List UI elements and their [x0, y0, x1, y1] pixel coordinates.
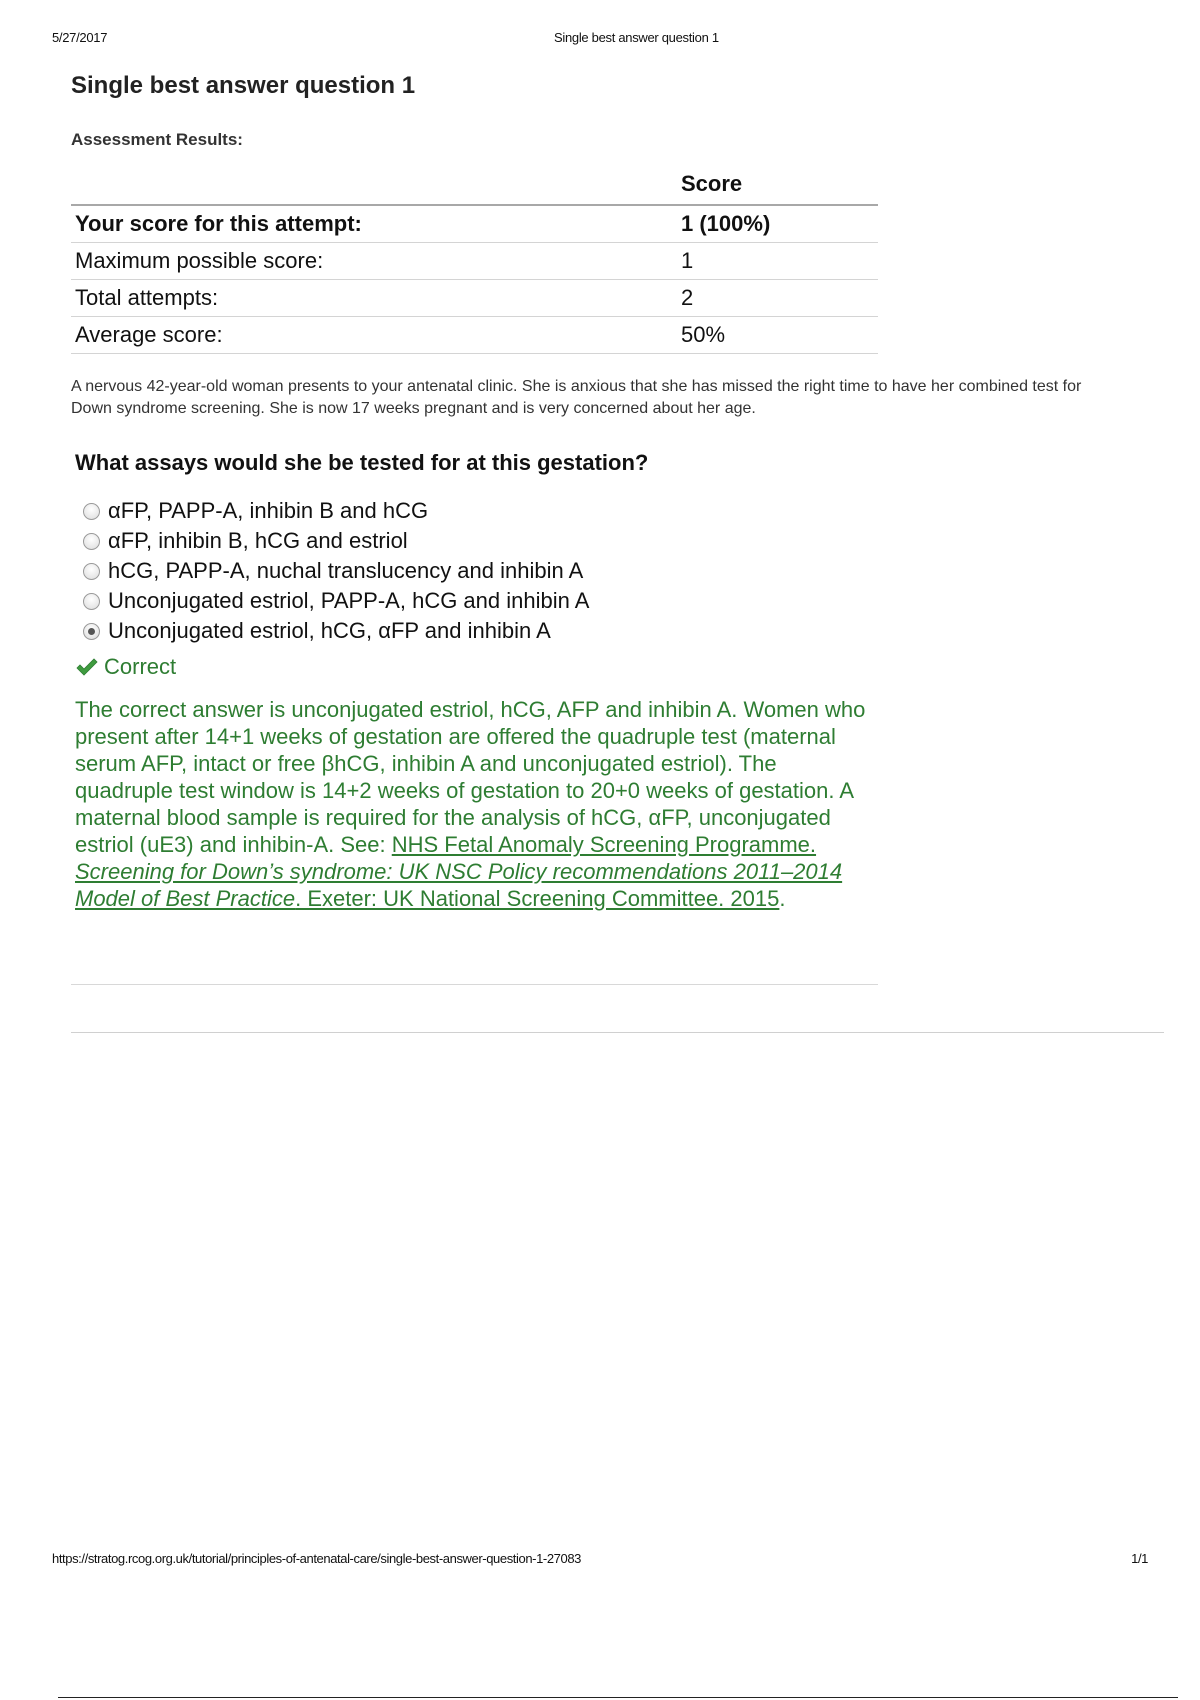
radio-button[interactable] [83, 593, 100, 610]
table-row [71, 280, 878, 317]
answer-option-label: Unconjugated estriol, hCG, αFP and inhibin A [108, 618, 551, 643]
question-stem: A nervous 42-year-old woman presents to your antenatal clinic. She is anxious that she has missed the right time to have her combined test for Down syndrome screening. She is now 17 weeks pregnant and is very concerned about her age. [71, 378, 1082, 417]
print-url: https://stratog.rcog.org.uk/tutorial/principles-of-antenatal-care/single-best-answer-question-1-27083 [52, 1551, 582, 1566]
score-row-label: Total attempts: [71, 280, 681, 317]
reference-author: NHS Fetal Anomaly Screening Programme. [391, 832, 817, 857]
table-row [71, 317, 878, 354]
result-label: Correct [104, 654, 177, 679]
print-footer [52, 1551, 1148, 1571]
answer-option[interactable] [83, 526, 1171, 556]
score-table-empty-header [71, 170, 681, 205]
result-status [71, 654, 1171, 680]
radio-button[interactable] [83, 563, 100, 580]
page-title: Single best answer question 1 [71, 72, 416, 99]
checkmark-icon [76, 658, 98, 676]
answer-options [71, 496, 1171, 646]
score-row-label: Average score: [71, 317, 681, 354]
radio-button[interactable] [83, 503, 100, 520]
score-row-value: 50% [681, 317, 878, 354]
answer-option[interactable] [83, 496, 1171, 526]
score-table [71, 170, 878, 354]
question-text: What assays would she be tested for at this gestation? [75, 450, 649, 475]
reference-prefix: See: [340, 832, 392, 857]
score-table-header-row [71, 170, 878, 205]
answer-option-selected[interactable] [83, 616, 1171, 646]
page-divider [71, 1032, 1164, 1033]
score-row-value: 1 [681, 243, 878, 280]
score-row-label: Your score for this attempt: [71, 205, 681, 243]
radio-button[interactable] [83, 533, 100, 550]
score-row-label: Maximum possible score: [71, 243, 681, 280]
section-divider [71, 984, 878, 985]
answer-option-label: αFP, PAPP-A, inhibin B and hCG [108, 498, 429, 523]
table-row [71, 243, 878, 280]
score-column-header: Score [681, 170, 878, 205]
reference-suffix: . [779, 886, 786, 911]
score-row-value: 2 [681, 280, 878, 317]
bottom-edge-line [58, 1697, 1178, 1698]
print-date: 5/27/2017 [52, 30, 108, 45]
answer-feedback [71, 696, 875, 912]
reference-publisher: . Exeter: UK National Screening Committee. 2015 [295, 886, 780, 911]
feedback-text: The correct answer is unconjugated estriol, hCG, AFP and inhibin A. Women who present after 14+1 weeks of gestation are offered the quadruple test (maternal serum AFP, intact or free βhCG, inhibin A and unconjugated estriol). The quadruple test window is 14+2 weeks of gestation to 20+0 weeks of gestation. A maternal blood sample is required for the analysis of hCG, αFP, unconjugated estriol (uE3) and inhibin-A. [75, 697, 866, 857]
answer-option-label: Unconjugated estriol, PAPP-A, hCG and inhibin A [108, 588, 590, 613]
print-document-title: Single best answer question 1 [554, 30, 719, 45]
answer-option[interactable] [83, 556, 1171, 586]
answer-option[interactable] [83, 586, 1171, 616]
answer-option-label: αFP, inhibin B, hCG and estriol [108, 528, 408, 553]
answer-option-label: hCG, PAPP-A, nuchal translucency and inhibin A [108, 558, 584, 583]
assessment-results-label: Assessment Results: [71, 130, 243, 149]
table-row [71, 205, 878, 243]
main-content [71, 72, 1171, 912]
score-row-value: 1 (100%) [681, 205, 878, 243]
radio-button-checked[interactable] [83, 623, 100, 640]
print-header [52, 30, 1148, 50]
reference-title: Screening for Down’s syndrome: UK NSC Policy recommendations 2011–2014 Model of Best Practice [75, 859, 843, 911]
page-number: 1/1 [1131, 1551, 1148, 1566]
